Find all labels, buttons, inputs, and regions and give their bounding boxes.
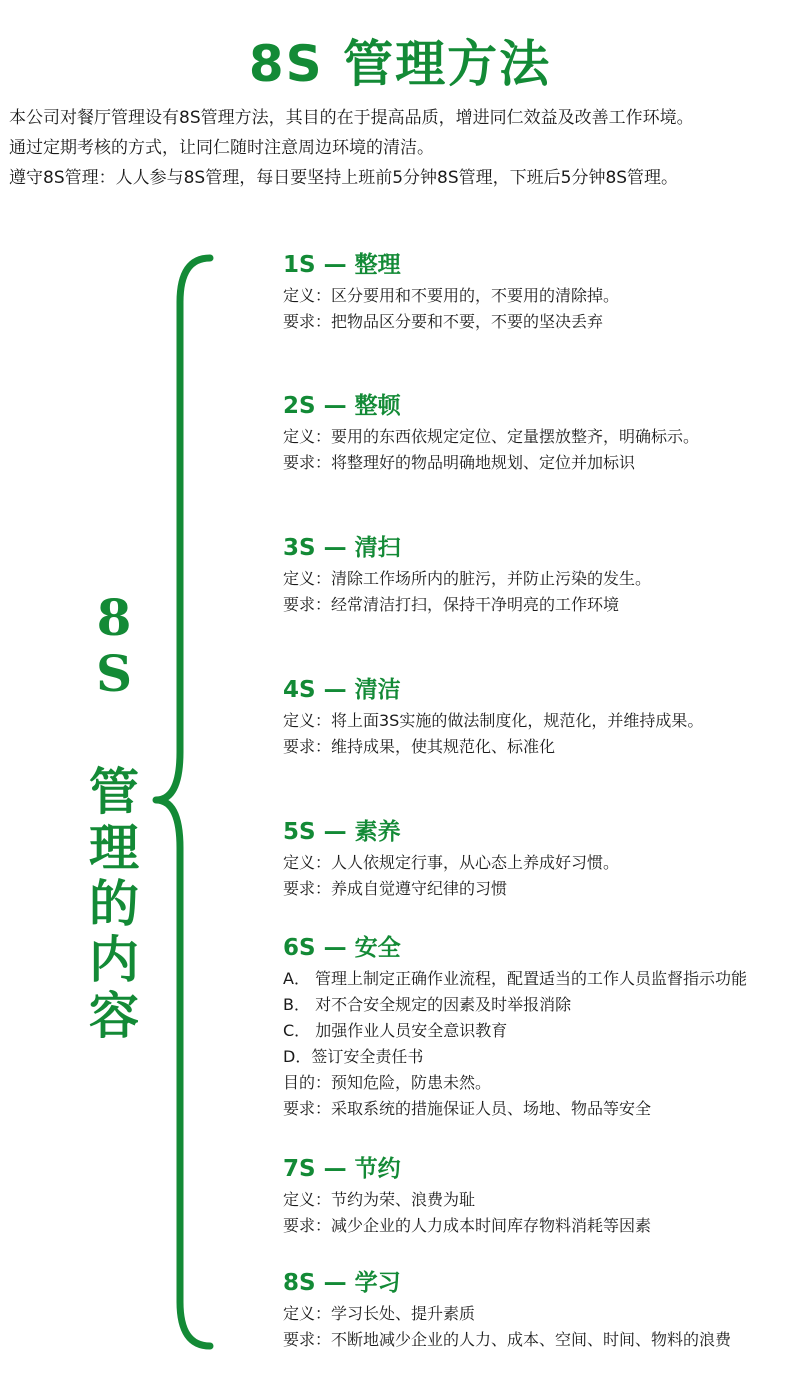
- side-label-8s: [76, 590, 152, 702]
- section-line: 要求：采取系统的措施保证人员、场地、物品等安全: [283, 1099, 652, 1118]
- section-line: 要求：经常清洁打扫，保持干净明亮的工作环境: [283, 595, 620, 614]
- section-line: 定义：人人依规定行事，从心态上养成好习惯。: [283, 853, 620, 872]
- section-line: 要求：将整理好的物品明确地规划、定位并加标识: [283, 453, 636, 472]
- section-title: 1S — 整理: [283, 252, 401, 278]
- section-line: 要求：维持成果，使其规范化、标准化: [283, 737, 556, 756]
- section-title: 6S — 安全: [283, 935, 401, 961]
- section-title: 5S — 素养: [283, 819, 401, 845]
- curly-brace-icon: [148, 252, 220, 1352]
- section-line: 要求：减少企业的人力成本时间库存物料消耗等因素: [283, 1216, 652, 1235]
- section-title: 7S — 节约: [283, 1156, 401, 1182]
- section-line: 定义：学习长处、提升素质: [283, 1304, 476, 1323]
- side-label-char: 理: [89, 819, 139, 877]
- section-title: 4S — 清洁: [283, 677, 401, 703]
- section-line: C． 加强作业人员安全意识教育: [283, 1021, 508, 1040]
- section-line: 目的：预知危险，防患未然。: [283, 1073, 492, 1092]
- section-line: A． 管理上制定正确作业流程，配置适当的工作人员监督指示功能: [283, 969, 748, 988]
- section-title: 2S — 整顿: [283, 393, 401, 419]
- side-label-char: 内: [89, 931, 139, 989]
- section-line: 定义：要用的东西依规定定位、定量摆放整齐，明确标示。: [283, 427, 700, 446]
- section-3s: [283, 533, 798, 618]
- section-title: 3S — 清扫: [283, 535, 401, 561]
- intro-line: 遵守8S管理：人人参与8S管理，每日要坚持上班前5分钟8S管理，下班后5分钟8S管理。: [9, 168, 679, 188]
- intro-line: 本公司对餐厅管理设有8S管理方法，其目的在于提高品质，增进同仁效益及改善工作环境。: [9, 108, 694, 128]
- section-1s: [283, 250, 798, 335]
- section-8s: [283, 1268, 798, 1353]
- section-2s: [283, 391, 798, 476]
- section-line: 要求：不断地减少企业的人力、成本、空间、时间、物料的浪费: [283, 1330, 732, 1349]
- side-label-char: 管: [89, 763, 139, 821]
- section-line: B． 对不合安全规定的因素及时举报消除: [283, 995, 572, 1014]
- section-line: 要求：把物品区分要和不要，不要的坚决丢弃: [283, 312, 604, 331]
- intro-paragraph: [9, 103, 789, 193]
- section-line: 定义：将上面3S实施的做法制度化，规范化，并维持成果。: [283, 711, 704, 730]
- section-6s: [283, 933, 798, 1122]
- section-4s: [283, 675, 798, 760]
- page-title: 8S 管理方法: [248, 34, 552, 93]
- side-label-char: 8: [96, 588, 132, 647]
- side-label-char: 容: [89, 987, 139, 1045]
- section-line: 要求：养成自觉遵守纪律的习惯: [283, 879, 508, 898]
- section-5s: [283, 817, 798, 902]
- side-label-content: [76, 764, 152, 1044]
- section-line: 定义：清除工作场所内的脏污，并防止污染的发生。: [283, 569, 652, 588]
- side-label-char: 的: [89, 875, 139, 933]
- section-title: 8S — 学习: [283, 1270, 401, 1296]
- side-label-char: S: [95, 644, 133, 703]
- section-7s: [283, 1154, 798, 1239]
- section-line: 定义：区分要用和不要用的，不要用的清除掉。: [283, 286, 620, 305]
- section-line: D．签订安全责任书: [283, 1047, 424, 1066]
- intro-line: 通过定期考核的方式，让同仁随时注意周边环境的清洁。: [9, 138, 434, 158]
- section-line: 定义：节约为荣、浪费为耻: [283, 1190, 476, 1209]
